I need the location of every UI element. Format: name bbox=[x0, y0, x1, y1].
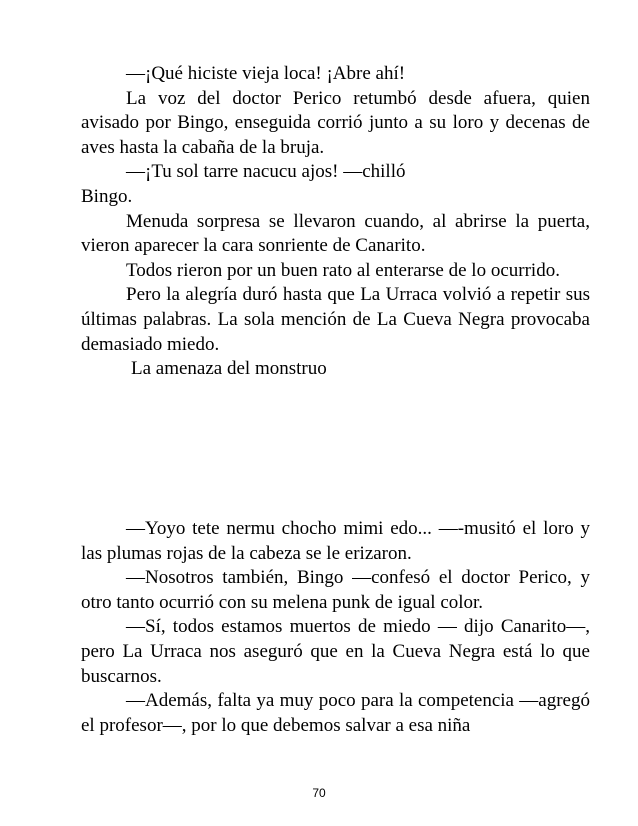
paragraph: —Nosotros también, Bingo —confesó el doctor Perico, y otro tanto ocurrió con su melena punk de igual color. bbox=[81, 567, 590, 613]
paragraph: Todos rieron por un buen rato al enterarse de lo ocurrido. bbox=[126, 259, 560, 281]
paragraph: La voz del doctor Perico retumbó desde afuera, quien avisado por Bingo, enseguida corrió junto a su loro y decenas de aves hasta la cabaña de la bruja. bbox=[81, 87, 590, 158]
paragraph: Menuda sorpresa se llevaron cuando, al abrirse la puerta, vieron aparecer la cara sonriente de Canarito. bbox=[81, 210, 590, 257]
paragraph: —Sí, todos estamos muertos de miedo — dijo Canarito—, pero La Urraca nos aseguró que en la Cueva Negra está lo que buscarnos. bbox=[81, 616, 590, 687]
paragraph: —¡Qué hiciste vieja loca! ¡Abre ahí! bbox=[126, 63, 406, 84]
paragraph: —Además, falta ya muy poco para la competencia —agregó el profesor—, por lo que debemos salvar a esa niña bbox=[81, 690, 590, 736]
paragraph: Bingo. bbox=[81, 185, 133, 207]
paragraph: Pero la alegría duró hasta que La Urraca volvió a repetir sus últimas palabras. La sola mención de La Cueva Negra provocaba demasiado miedo. bbox=[81, 284, 590, 355]
chapter-title: La amenaza del monstruo bbox=[131, 358, 327, 380]
body-text-bottom bbox=[81, 517, 590, 738]
page-number: 70 bbox=[312, 786, 326, 800]
paragraph: —Yoyo tete nermu chocho mimi edo... —-musitó el loro y las plumas rojas de la cabeza se le erizaron. bbox=[81, 518, 590, 564]
body-text-top bbox=[81, 62, 590, 382]
paragraph: —¡Tu sol tarre nacucu ajos! —chilló bbox=[126, 161, 406, 183]
